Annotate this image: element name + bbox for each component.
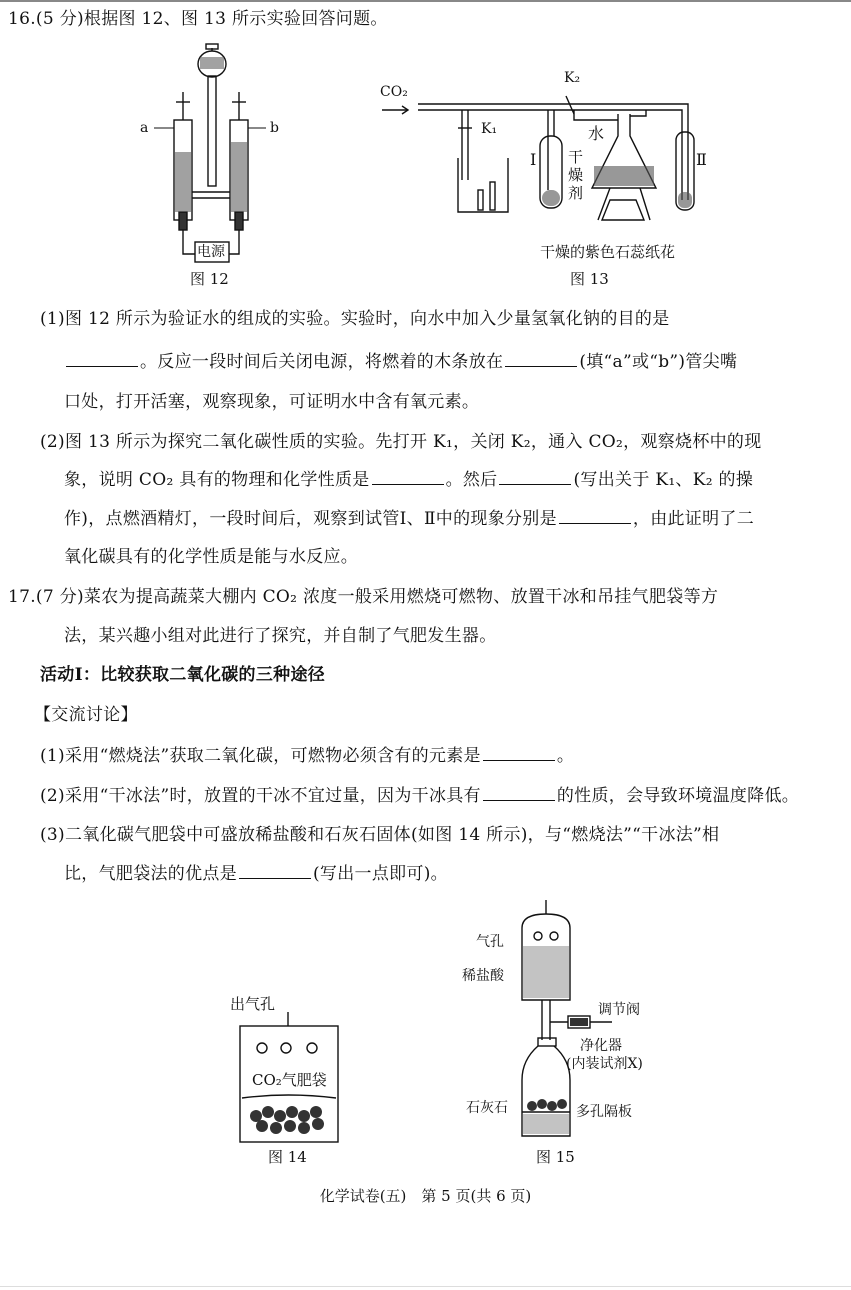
fig15-valve-label: 调节阀 xyxy=(598,1002,640,1018)
q17-line2: 法，某兴趣小组对此进行了探究，并自制了气肥发生器。 xyxy=(64,626,497,646)
bottom-rule xyxy=(0,1286,851,1287)
answer-blank[interactable] xyxy=(499,468,571,485)
fig12-label-a: a xyxy=(140,120,149,136)
q16-p2-line4: 氧化碳具有的化学性质是能与水反应。 xyxy=(64,547,359,567)
fig13-paper-flower-label: 干燥的紫色石蕊纸花 xyxy=(540,243,676,261)
fig12-power-label: 电源 xyxy=(197,244,225,260)
q16-header: 16.(5 分)根据图 12、图 13 所示实验回答问题。 xyxy=(8,9,388,29)
q17-p3-line1: (3)二氧化碳气肥袋中可盛放稀盐酸和石灰石固体(如图 14 所示)，与“燃烧法”“干冰法”相 xyxy=(40,825,720,845)
q17-p3-line2: 比，气肥袋法的优点是 (写出一点即可)。 xyxy=(64,864,448,884)
fig15-purifier-label: 净化器 xyxy=(580,1038,622,1054)
fig13-tube1-label: Ⅰ xyxy=(530,150,537,169)
co2-experiment-diagram xyxy=(378,70,718,240)
electrolysis-diagram xyxy=(150,42,280,257)
page-footer: 化学试卷(五) 第 5 页(共 6 页) xyxy=(319,1187,532,1205)
answer-blank[interactable] xyxy=(483,744,555,761)
q17-line1: 17.(7 分)菜农为提高蔬菜大棚内 CO₂ 浓度一般采用燃烧可燃物、放置干冰和吊挂气肥袋等方 xyxy=(8,587,719,607)
fig13-desiccant-label: 干燥剂 xyxy=(568,148,584,202)
answer-blank[interactable] xyxy=(372,468,444,485)
fig14-caption: 图 14 xyxy=(268,1148,307,1166)
fig15-hole-label: 气孔 xyxy=(476,934,504,950)
q16-p2-line1: (2)图 13 所示为探究二氧化碳性质的实验。先打开 K₁，关闭 K₂，通入 CO₂，观察烧杯中的现 xyxy=(40,432,762,452)
fig13-tube2-label: Ⅱ xyxy=(696,150,707,169)
fig15-reagent-label: (内装试剂X) xyxy=(566,1056,643,1072)
answer-blank[interactable] xyxy=(239,862,311,879)
fig13-co2-label: CO₂ xyxy=(380,84,408,100)
top-rule xyxy=(0,0,851,2)
answer-blank[interactable] xyxy=(483,784,555,801)
fig14-bag-label: CO₂气肥袋 xyxy=(252,1071,327,1089)
fig14-outlet-label: 出气孔 xyxy=(230,995,276,1013)
q16-p1-line3: 口处，打开活塞，观察现象，可证明水中含有氧元素。 xyxy=(64,392,480,412)
answer-blank[interactable] xyxy=(559,507,631,524)
fig13-water-label: 水 xyxy=(588,124,605,143)
q16-p2-line3: 作)，点燃酒精灯，一段时间后，观察到试管Ⅰ、Ⅱ中的现象分别是 ，由此证明了二 xyxy=(64,509,755,529)
q16-p1-line1: (1)图 12 所示为验证水的组成的实验。实验时，向水中加入少量氢氧化钠的目的是 xyxy=(40,309,670,329)
fig12-caption: 图 12 xyxy=(190,270,229,288)
answer-blank[interactable] xyxy=(66,350,138,367)
fig12-label-b: b xyxy=(270,120,279,136)
q16-p1-line2: 。反应一段时间后关闭电源，将燃着的木条放在 (填“a”或“b”)管尖嘴 xyxy=(64,350,737,373)
fig15-caption: 图 15 xyxy=(536,1148,575,1166)
q17-p2: (2)采用“干冰法”时，放置的干冰不宜过量，因为干冰具有 的性质，会导致环境温度降低。 xyxy=(40,786,800,806)
q17-discussion-heading: 【交流讨论】 xyxy=(34,705,138,725)
q17-p1: (1)采用“燃烧法”获取二氧化碳，可燃物必须含有的元素是 。 xyxy=(40,746,575,766)
q17-activity-heading: 活动Ⅰ：比较获取二氧化碳的三种途径 xyxy=(40,665,326,685)
fig13-k2-label: K₂ xyxy=(564,70,581,86)
fig15-plate-label: 多孔隔板 xyxy=(576,1104,632,1120)
fig13-caption: 图 13 xyxy=(570,270,609,288)
fig13-k1-label: K₁ xyxy=(481,121,498,137)
q16-p2-line2: 象，说明 CO₂ 具有的物理和化学性质是 。然后 (写出关于 K₁、K₂ 的操 xyxy=(64,470,754,490)
fig15-acid-label: 稀盐酸 xyxy=(462,968,504,984)
answer-blank[interactable] xyxy=(505,350,577,367)
fig15-limestone-label: 石灰石 xyxy=(466,1100,508,1116)
